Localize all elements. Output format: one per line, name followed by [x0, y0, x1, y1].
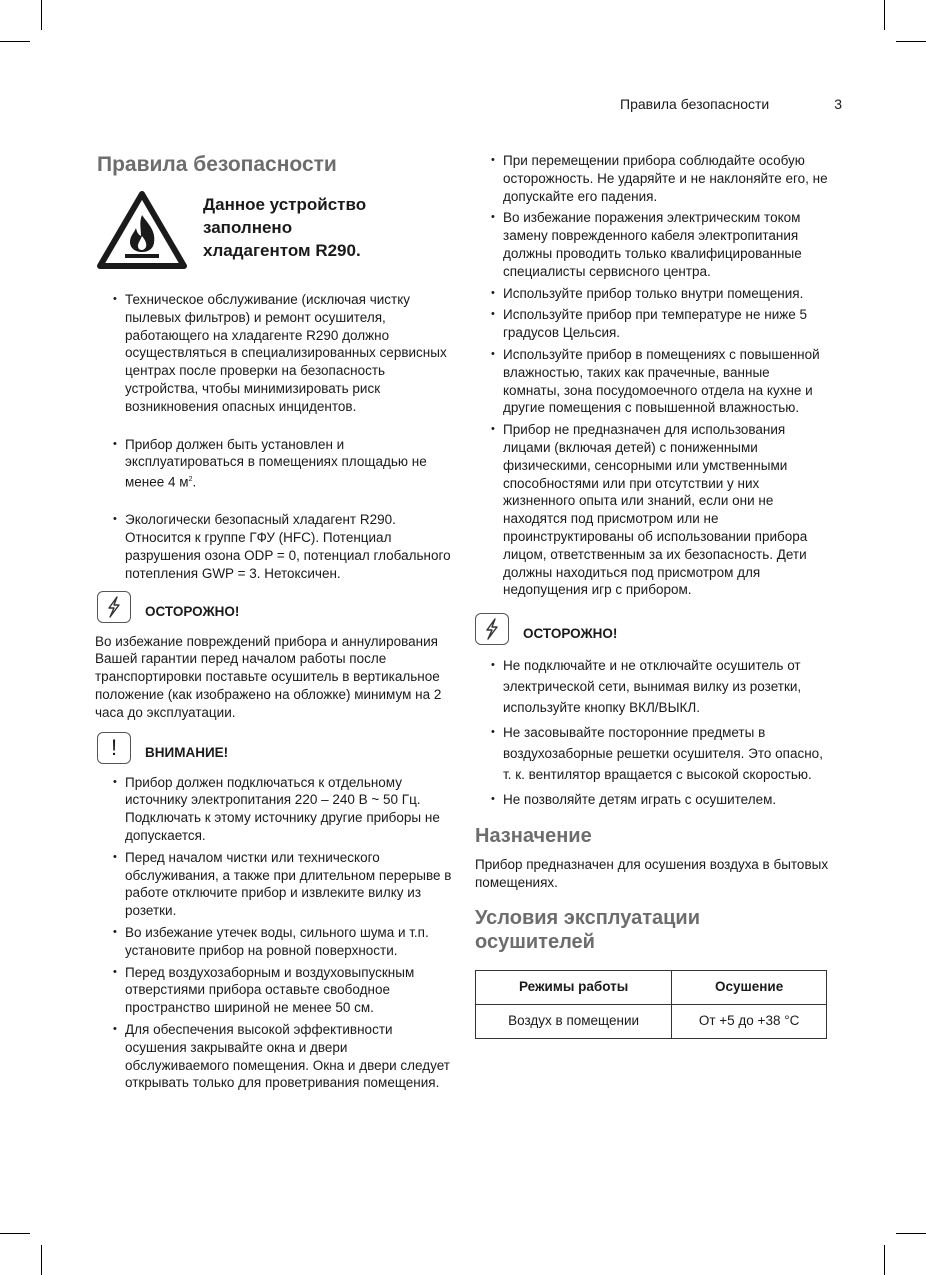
left-column: [97, 152, 455, 1096]
crop-mark: [0, 1233, 30, 1234]
running-header: [620, 96, 842, 112]
list-item: • Используйте прибор в помещениях с повышенной влажностью, таких как прачечные, ванные комнаты, зона посудомоечного отдела на кухне и другие помещения с повышенной влажностью.: [475, 346, 830, 417]
list-item: • Не подключайте и не отключайте осушитель от электрической сети, вынимая вилку из розетки, используйте кнопку ВКЛ/ВЫКЛ.: [475, 655, 830, 718]
safety-list-continued: [475, 152, 830, 599]
crop-mark: [0, 41, 30, 42]
caution-notice: [475, 613, 830, 645]
table-row: [476, 1004, 827, 1038]
page-number: 3: [834, 96, 842, 112]
purpose-text: Прибор предназначен для осушения воздуха в бытовых помещениях.: [475, 857, 829, 890]
flammable-line-1: Данное устройство: [203, 195, 367, 214]
attention-list: [97, 774, 455, 1093]
area-sup: 2: [188, 476, 193, 484]
list-item: • Перед началом чистки или технического обслуживания, а также при длительном перерыве в работе отключите прибор и извлеките вилку из розетки.: [97, 849, 455, 920]
list-item: [97, 436, 455, 492]
list-item: • Используйте прибор при температуре не ниже 5 градусов Цельсия.: [475, 306, 830, 342]
list-item: • При перемещении прибора соблюдайте особую осторожность. Не ударяйте и не наклоняйте его, не допускайте его падения.: [475, 152, 830, 205]
flammable-warning: [97, 191, 455, 269]
list-item: • Прибор не предназначен для использования лицами (включая детей) с пониженными физическими, сенсорными или умственными способностями или при отсутствии у них жизненного опыта или знаний, если они не находятся под присмотром или не проинструктированы об использовании прибора лицом, ответственным за их безопасность. Дети должны находиться под присмотром для недопущения игр с прибором.: [475, 421, 830, 599]
list-item: • Во избежание поражения электрическим током замену поврежденного кабеля электропитания должны проводить только квалифицированные специалисты сервисного центра.: [475, 209, 830, 280]
conditions-table: [475, 970, 827, 1039]
table-cell: От +5 до +38 °C: [672, 1004, 827, 1038]
list-item: • Во избежание утечек воды, сильного шума и т.п. установите прибор на ровной поверхности.: [97, 924, 455, 960]
crop-mark: [884, 1245, 885, 1275]
attention-notice: [97, 732, 455, 764]
list-item: • Не позволяйте детям играть с осушителем.: [475, 789, 830, 810]
purpose-title: Назначение: [475, 825, 592, 848]
caution-label: ОСТОРОЖНО!: [523, 626, 618, 642]
table-header: Осушение: [672, 970, 827, 1004]
crop-mark: [896, 1233, 926, 1234]
list-item: • Перед воздухозаборным и воздуховыпускным отверстиями прибора оставьте свободное пространство шириной не менее 50 см.: [97, 964, 455, 1017]
list-item: • Для обеспечения высокой эффективности осушения закрывайте окна и двери обслуживаемого помещения. Окна и двери следует открывать только для проветривания помещения.: [97, 1021, 455, 1092]
running-title: Правила безопасности: [620, 96, 770, 112]
list-item: • Прибор должен подключаться к отдельному источнику электропитания 220 – 240 В ~ 50 Гц. Подключать к этому источнику другие приборы не допускается.: [97, 774, 455, 845]
caution-label: ОСТОРОЖНО!: [145, 603, 240, 619]
caution-list: [475, 655, 830, 810]
safety-list: [97, 291, 455, 583]
caution-icon: [97, 591, 131, 623]
attention-label: ВНИМАНИЕ!: [145, 744, 229, 760]
caution-paragraph: Во избежание повреждений прибора и аннулирования Вашей гарантии перед началом работы после транспортировки поставьте осушитель в вертикальное положение (как изображено на обложке) минимум на 2 часа до эксплуатации.: [95, 633, 442, 720]
table-cell: Воздух в помещении: [476, 1004, 672, 1038]
area-text: Прибор должен быть установлен и эксплуатироваться в помещениях площадью не менее 4 м: [125, 436, 427, 490]
page-title: Правила безопасности: [97, 153, 337, 176]
list-item: • Не засовывайте посторонние предметы в воздухозаборные решетки осушителя. Это опасно, т. к. вентилятор вращается с высокой скоростью.: [475, 722, 830, 785]
list-item: • Техническое обслуживание (исключая чистку пылевых фильтров) и ремонт осушителя, работающего на хладагенте R290 должно осуществляться в специализированных сервисных центрах после проверки на безопасность устройства, чтобы минимизировать риск возникновения опасных инцидентов.: [97, 291, 455, 416]
table-header: Режимы работы: [476, 970, 672, 1004]
flammable-warning-icon: [97, 191, 187, 269]
area-end: .: [192, 474, 197, 490]
conditions-title: Условия эксплуатации осушителей: [475, 906, 700, 953]
list-item: • Используйте прибор только внутри помещения.: [475, 285, 830, 303]
caution-icon: [475, 613, 509, 645]
flammable-line-2: заполнено: [203, 218, 293, 237]
crop-mark: [41, 1245, 42, 1275]
flammable-line-3: хладагентом R290.: [203, 241, 361, 260]
right-column: [475, 152, 830, 1039]
exclamation-icon: !: [97, 732, 131, 764]
crop-mark: [41, 0, 42, 30]
crop-mark: [896, 41, 926, 42]
list-item: • Экологически безопасный хладагент R290. Относится к группе ГФУ (HFC). Потенциал разрушения озона ODP = 0, потенциал глобального потепления GWP = 3. Нетоксичен.: [97, 511, 455, 582]
table-header-row: [476, 970, 827, 1004]
crop-mark: [884, 0, 885, 30]
caution-notice: [97, 591, 455, 623]
